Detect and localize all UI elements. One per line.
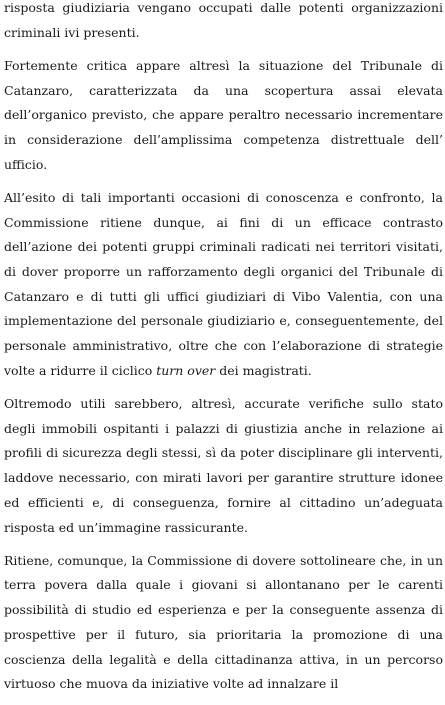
paragraph-3 xyxy=(4,186,443,384)
italic-term: turn over xyxy=(156,362,216,378)
document-page xyxy=(4,0,443,705)
paragraph-3-text-after: dei magistrati. xyxy=(215,362,312,378)
paragraph-5: Ritiene, comunque, la Commissione di dovere sottolineare che, in un terra povera dalla quale i giovani si allontanano per le carenti possibilità di studio ed esperienza e per la conseguente assenza di prospettive per il futuro, sia prioritaria la promozione di una coscienza della legalità e della cittadinanza attiva, in un percorso virtuoso che muova da iniziative volte ad innalzare il xyxy=(4,552,443,692)
paragraph-3-text-before: All’esito di tali importanti occasioni di conoscenza e confronto, la Commissione ritiene dunque, ai fini di un efficace contrasto dell’azione dei potenti gruppi criminali radicati nei territori visitati, di dover proporre un rafforzamento degli organici del Tribunale di Catanzaro e di tutti gli uffici giudiziari di Vibo Valentia, con una implementazione del personale giudiziario e, conseguentemente, del personale amministrativo, oltre che con l’elaborazione di strategie volte a ridurre il ciclico xyxy=(4,189,443,378)
paragraph-4: Oltremodo utili sarebbero, altresì, accurate verifiche sullo stato degli immobili ospitanti i palazzi di giustizia anche in relazione ai profili di sicurezza degli stessi, sì da poter disciplinare gli interventi, laddove necessario, con mirati lavori per garantire strutture idonee ed efficienti e, di conseguenza, fornire al cittadino un’adeguata risposta ed un’immagine rassicurante. xyxy=(4,396,443,535)
paragraph-1: risposta giudiziaria vengano occupati dalle potenti organizzazioni criminali ivi presenti. xyxy=(4,0,443,40)
paragraph-2: Fortemente critica appare altresì la situazione del Tribunale di Catanzaro, caratterizzata da una scopertura assai elevata dell’organico previsto, che appare peraltro necessario incrementare in considerazione dell’amplissima competenza distrettuale dell’ ufficio. xyxy=(4,57,443,172)
